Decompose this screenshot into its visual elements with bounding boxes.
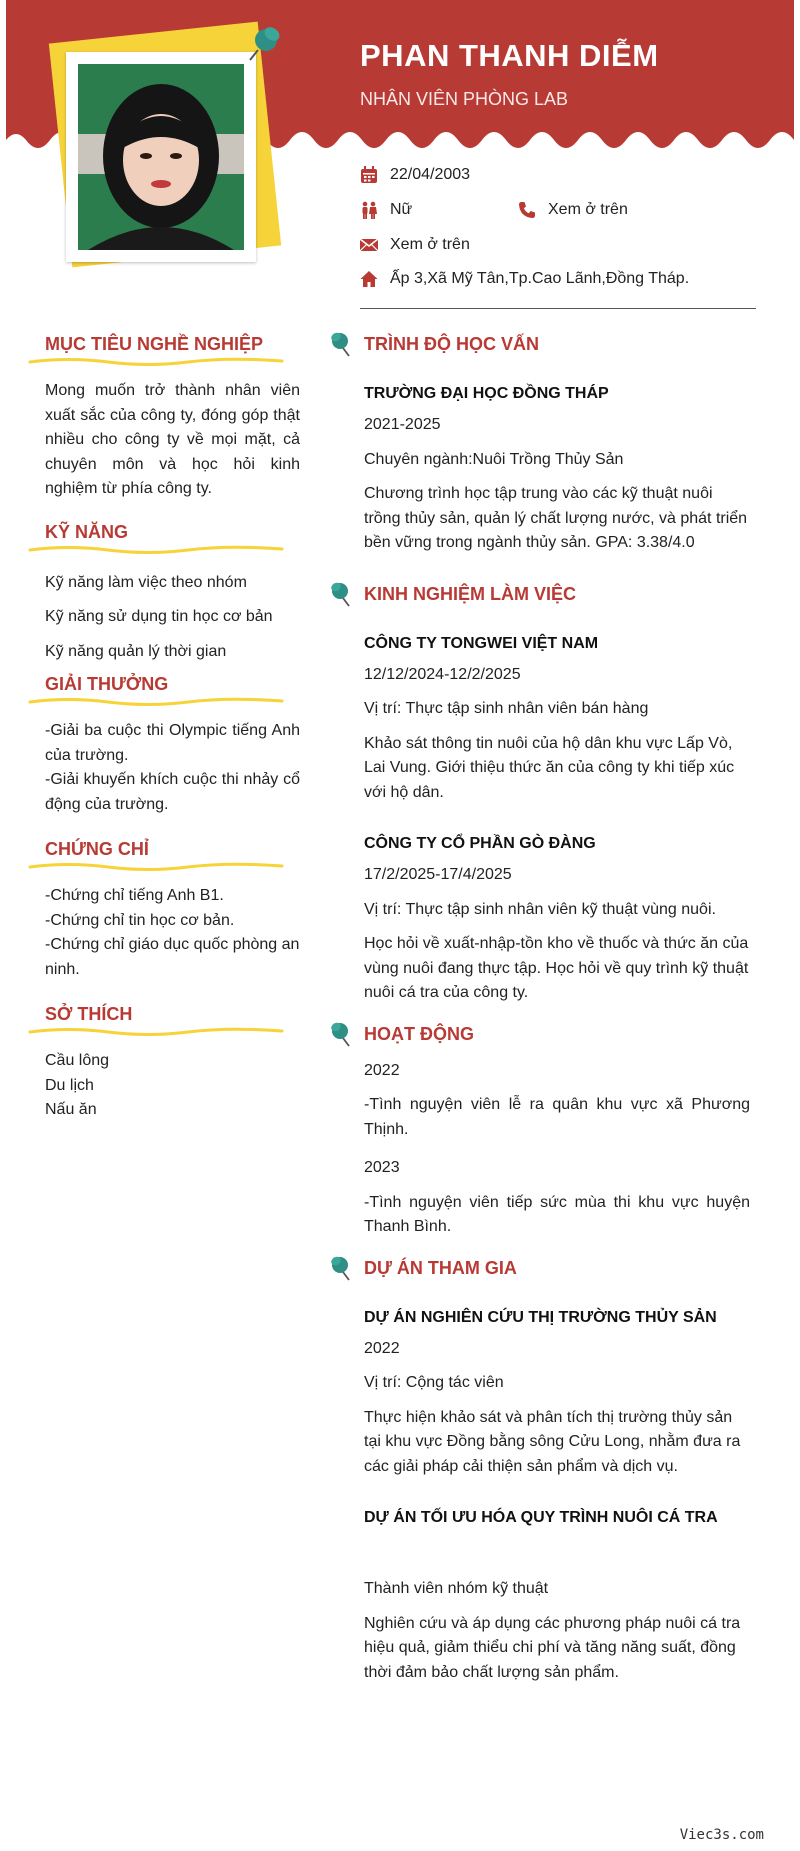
project-name: DỰ ÁN NGHIÊN CỨU THỊ TRƯỜNG THỦY SẢN (364, 1308, 717, 1326)
address-value: Ấp 3,Xã Mỹ Tân,Tp.Cao Lãnh,Đồng Tháp. (390, 270, 690, 287)
pushpin-icon (330, 330, 356, 360)
certificates-heading: CHỨNG CHỈ (45, 839, 149, 859)
heading-underline (28, 543, 284, 557)
education-major: Chuyên ngành:Nuôi Trồng Thủy Sản (364, 450, 624, 468)
pushpin-icon (330, 580, 356, 610)
contact-gender (360, 201, 412, 219)
profile-photo (78, 64, 244, 250)
phone-icon (518, 201, 536, 219)
activities-heading: HOẠT ĐỘNG (364, 1023, 474, 1044)
projects-section (330, 1258, 750, 1686)
calendar-icon (360, 166, 378, 184)
experience-heading: KINH NGHIỆM LÀM VIỆC (364, 583, 577, 604)
heading-underline (28, 860, 284, 874)
email-value: Xem ở trên (390, 236, 470, 253)
project-description: Nghiên cứu và áp dụng các phương pháp nuôi cá tra hiệu quả, giảm thiểu chi phí và tăng năng suất, đồng thời đảm bảo chất lượng sản phẩm. (364, 1614, 741, 1681)
activity-description: -Tình nguyện viên lễ ra quân khu vực xã Phương Thịnh. (364, 1096, 750, 1138)
right-column (330, 334, 750, 1685)
awards-heading: GIẢI THƯỞNG (45, 674, 169, 694)
job-period: 12/12/2024-12/2/2025 (364, 665, 521, 683)
contact-address (360, 270, 689, 288)
job-period: 17/2/2025-17/4/2025 (364, 866, 512, 883)
job-role: Vị trí: Thực tập sinh nhân viên kỹ thuật vùng nuôi. (364, 900, 716, 918)
certificate-item: -Chứng chỉ tiếng Anh B1. (45, 887, 224, 904)
activity-description: -Tình nguyện viên tiếp sức mùa thi khu vực huyện Thanh Bình. (364, 1193, 750, 1235)
gender-icon (360, 201, 378, 219)
education-period: 2021-2025 (364, 416, 441, 433)
hobby-item: Cầu lông (45, 1052, 110, 1069)
project-role: Vị trí: Cộng tác viên (364, 1374, 504, 1391)
job-entry (330, 835, 750, 1006)
experience-section (330, 584, 750, 1006)
skill-item: Kỹ năng làm việc theo nhóm (45, 573, 247, 591)
school-name: TRƯỜNG ĐẠI HỌC ĐỒNG THÁP (364, 385, 609, 402)
objective-heading: MỤC TIÊU NGHỀ NGHIỆP (45, 334, 264, 354)
activities-section (330, 1024, 750, 1240)
certificate-item: -Chứng chỉ tin học cơ bản. (45, 911, 235, 929)
profile-photo-card (46, 22, 286, 272)
left-column (28, 330, 300, 1123)
skill-item: Kỹ năng sử dụng tin học cơ bản (45, 608, 273, 625)
objective-section (28, 334, 300, 502)
project-year: 2022 (364, 1339, 400, 1357)
objective-text: Mong muốn trở thành nhân viên xuất sắc của công ty, đóng góp thật nhiều cho công ty về mọi mặt, cả chuyên môn và học hỏi kinh nghiệm từ phía công ty. (45, 382, 300, 497)
hobbies-heading: SỞ THÍCH (45, 1004, 133, 1024)
photo-frame (66, 52, 256, 262)
job-role: Vị trí: Thực tập sinh nhân viên bán hàng (364, 700, 649, 717)
company-name: CÔNG TY TONGWEI VIỆT NAM (364, 634, 599, 652)
project-name: DỰ ÁN TỐI ƯU HÓA QUY TRÌNH NUÔI CÁ TRA (364, 1509, 718, 1526)
contact-birthday (360, 166, 470, 184)
certificate-item: -Chứng chỉ giáo dục quốc phòng an ninh. (45, 936, 300, 978)
candidate-position: NHÂN VIÊN PHÒNG LAB (360, 89, 569, 109)
education-section (330, 334, 750, 556)
education-description: Chương trình học tập trung vào các kỹ thuật nuôi trồng thủy sản, quản lý chất lượng nước, và phát triển bền vững trong ngành thủy sản. GPA: 3.38/4.0 (364, 485, 748, 551)
contact-email (360, 236, 470, 254)
skills-section (28, 522, 300, 665)
certificates-section (28, 839, 300, 982)
home-icon (360, 270, 378, 288)
skill-item: Kỹ năng quản lý thời gian (45, 642, 227, 660)
project-role: Thành viên nhóm kỹ thuật (364, 1580, 549, 1597)
company-name: CÔNG TY CỔ PHẦN GÒ ĐÀNG (364, 835, 596, 852)
phone-value: Xem ở trên (548, 201, 628, 218)
award-item: -Giải khuyến khích cuộc thi nhảy cổ động của trường. (45, 771, 300, 813)
project-entry (330, 1309, 750, 1480)
pushpin-icon (242, 22, 282, 66)
projects-heading: DỰ ÁN THAM GIA (364, 1257, 517, 1278)
gender-value: Nữ (390, 201, 413, 218)
watermark: Viec3s.com (679, 1827, 764, 1843)
contact-divider (360, 308, 756, 309)
activity-year: 2023 (364, 1159, 400, 1176)
candidate-name: PHAN THANH DIỄM (360, 38, 659, 73)
contact-phone (518, 201, 628, 219)
project-entry (330, 1509, 750, 1685)
email-icon (360, 236, 378, 254)
award-item: -Giải ba cuộc thi Olympic tiếng Anh của trường. (45, 722, 300, 764)
hobby-item: Nấu ăn (45, 1101, 97, 1118)
activity-year: 2022 (364, 1061, 400, 1079)
job-entry (330, 635, 750, 806)
heading-underline (28, 1025, 284, 1039)
hobby-item: Du lịch (45, 1076, 94, 1094)
awards-section (28, 674, 300, 817)
portrait-illustration (78, 64, 244, 250)
job-description: Học hỏi về xuất-nhập-tồn kho về thuốc và thức ăn của vùng nuôi đang thực tập. Học hỏi về quy trình kỹ thuật nuôi cá tra của công ty. (364, 935, 749, 1001)
pushpin-icon (330, 1020, 356, 1050)
hobbies-section (28, 1004, 300, 1123)
project-description: Thực hiện khảo sát và phân tích thị trường thủy sản tại khu vực Đồng bằng sông Cửu Long, nhằm đưa ra các giải pháp cải thiện sản phẩm và dịch vụ. (364, 1408, 741, 1475)
job-description: Khảo sát thông tin nuôi của hộ dân khu vực Lấp Vò, Lai Vung. Giới thiệu thức ăn của công ty khi tiếp xúc với hộ dân. (364, 734, 735, 801)
birthday-value: 22/04/2003 (390, 166, 471, 183)
education-heading: TRÌNH ĐỘ HỌC VẤN (364, 334, 539, 354)
pushpin-icon (330, 1254, 356, 1284)
skills-heading: KỸ NĂNG (45, 521, 129, 542)
heading-underline (28, 355, 284, 369)
heading-underline (28, 695, 284, 709)
